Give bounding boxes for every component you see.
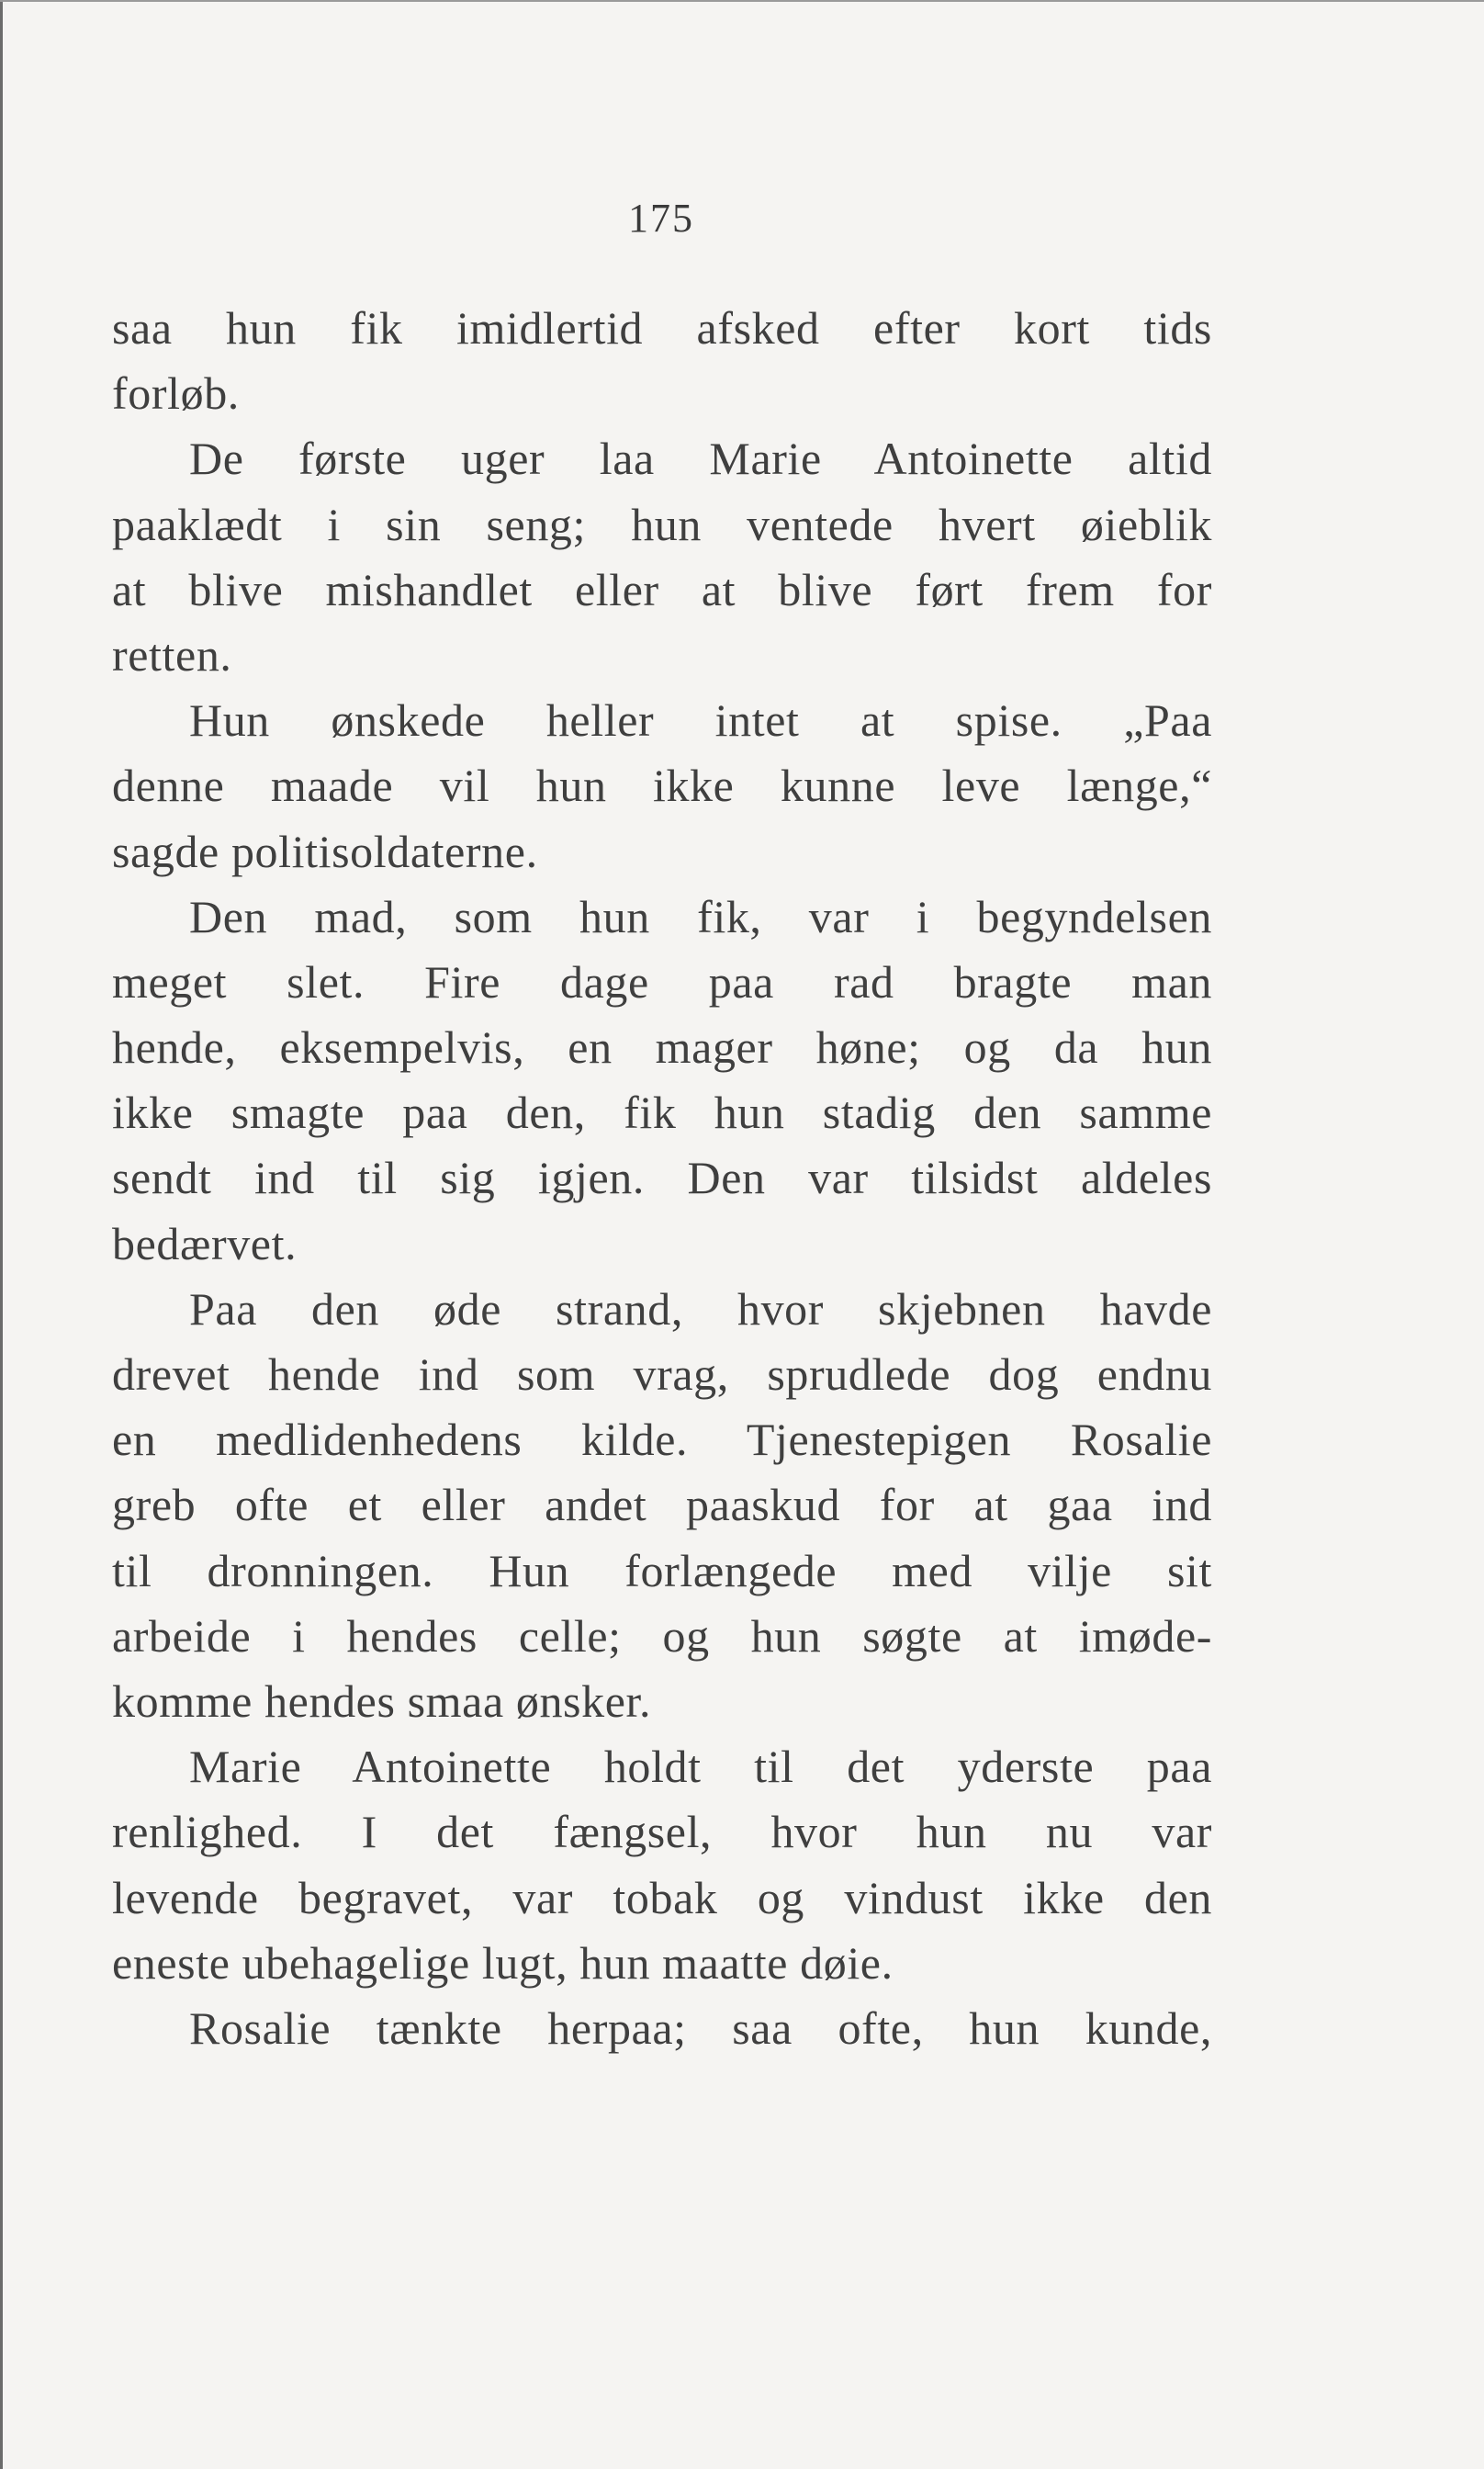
text-line: bedærvet. xyxy=(112,1217,298,1269)
text-line: saa hun fik imidlertid afsked efter kort tids xyxy=(112,302,1212,354)
text-line: paaklædt i sin seng; hun ventede hvert øieblik xyxy=(112,498,1212,550)
text-line: meget slet. Fire dage paa rad bragte man xyxy=(112,955,1212,1008)
text-line: Paa den øde strand, hvor skjebnen havde xyxy=(189,1282,1212,1335)
text-line: til dronningen. Hun forlængede med vilje sit xyxy=(112,1544,1212,1596)
text-line: Rosalie tænkte herpaa; saa ofte, hun kunde, xyxy=(189,2001,1212,2054)
text-line: Den mad, som hun fik, var i begyndelsen xyxy=(189,890,1212,942)
text-line: Marie Antoinette holdt til det yderste paa xyxy=(189,1741,1212,1793)
text-line: drevet hende ind som vrag, sprudlede dog endnu xyxy=(112,1348,1212,1400)
body-text xyxy=(112,296,1212,2061)
text-line: Hun ønskede heller intet at spise. „Paa xyxy=(189,694,1212,747)
text-line: eneste ubehagelige lugt, hun maatte døie. xyxy=(112,1936,894,1989)
page-number: 175 xyxy=(628,196,694,241)
text-line: ikke smagte paa den, fik hun stadig den samme xyxy=(112,1087,1212,1139)
text-line: hende, eksempelvis, en mager høne; og da hun xyxy=(112,1021,1212,1074)
text-line: en medlidenhedens kilde. Tjenestepigen Rosalie xyxy=(112,1414,1212,1466)
text-line: komme hendes smaa ønsker. xyxy=(112,1674,652,1727)
text-line: forløb. xyxy=(112,367,240,420)
text-line: sagde politisoldaterne. xyxy=(112,825,538,877)
page-left-edge xyxy=(0,0,3,2469)
text-line: denne maade vil hun ikke kunne leve længe,“ xyxy=(112,760,1212,812)
text-line: levende begravet, var tobak og vindust ikke den xyxy=(112,1871,1212,1923)
text-line: arbeide i hendes celle; og hun søgte at imøde- xyxy=(112,1609,1212,1662)
page-top-edge xyxy=(0,0,1484,2)
text-line: at blive mishandlet eller at blive ført frem for xyxy=(112,563,1212,615)
text-line: greb ofte et eller andet paaskud for at gaa ind xyxy=(112,1479,1212,1531)
text-line: sendt ind til sig igjen. Den var tilsidst aldeles xyxy=(112,1152,1212,1204)
text-line: De første uger laa Marie Antoinette altid xyxy=(189,433,1212,485)
text-line: renlighed. I det fængsel, hvor hun nu var xyxy=(112,1806,1212,1858)
text-line: retten. xyxy=(112,628,232,681)
